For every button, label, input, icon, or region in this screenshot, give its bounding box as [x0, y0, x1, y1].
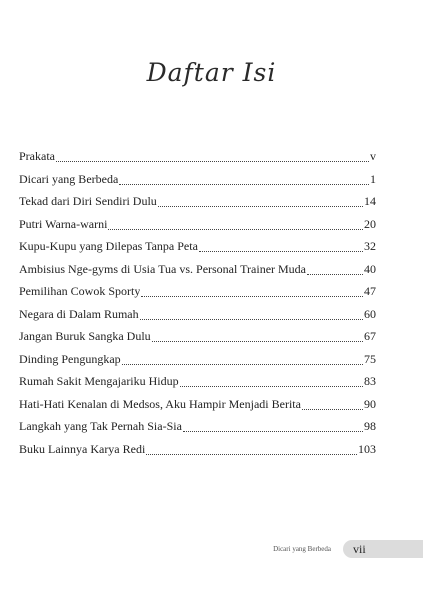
page-number: vii	[353, 542, 366, 556]
toc-entry-title: Kupu-Kupu yang Dilepas Tanpa Peta	[19, 239, 198, 253]
toc-entry-title: Tekad dari Diri Sendiri Dulu	[19, 194, 157, 208]
running-footer-title: Dicari yang Berbeda	[273, 545, 331, 553]
toc-entry-title: Hati-Hati Kenalan di Medsos, Aku Hampir Menjadi Berita	[19, 396, 301, 411]
toc-entry-title: Langkah yang Tak Pernah Sia-Sia	[19, 419, 182, 433]
toc-entry-title: Dicari yang Berbeda	[19, 171, 119, 186]
toc-entry-page: 98	[364, 419, 376, 433]
toc-entry-page: 83	[364, 374, 376, 388]
toc-dot-leader	[56, 160, 369, 162]
toc-entry	[19, 258, 376, 281]
toc-entry-title: Negara di Dalam Rumah	[19, 306, 139, 321]
toc-entry-title: Prakata	[19, 149, 55, 163]
toc-entry-title: Rumah Sakit Mengajariku Hidup	[19, 374, 179, 388]
toc-dot-leader	[307, 273, 363, 275]
toc-entry-page: v	[370, 149, 376, 163]
toc-entry-page: 47	[364, 284, 376, 298]
toc-entry-title: Pemilihan Cowok Sporty	[19, 284, 141, 298]
toc-entry	[19, 303, 376, 326]
toc-dot-leader	[140, 318, 363, 320]
toc-entry	[19, 325, 376, 348]
toc-entry-title: Buku Lainnya Karya Redi	[19, 441, 146, 456]
toc-entry-title: Jangan Buruk Sangka Dulu	[19, 329, 151, 343]
toc-dot-leader	[183, 430, 363, 432]
toc-dot-leader	[199, 250, 363, 252]
toc-entry	[19, 213, 376, 236]
toc-dot-leader	[119, 183, 369, 185]
toc-entry	[19, 438, 376, 461]
toc-entry-page: 40	[364, 261, 376, 276]
table-of-contents	[19, 145, 376, 460]
toc-entry-page: 75	[364, 351, 376, 366]
toc-entry	[19, 280, 376, 303]
toc-entry-page: 103	[358, 441, 376, 456]
toc-entry-page: 32	[364, 239, 376, 253]
toc-entry-page: 20	[364, 216, 376, 231]
toc-entry-page: 60	[364, 306, 376, 321]
toc-entry-title: Dinding Pengungkap	[19, 351, 121, 366]
toc-dot-leader	[146, 453, 357, 455]
toc-entry-page: 67	[364, 329, 376, 343]
toc-entry-title: Putri Warna-warni	[19, 216, 108, 231]
toc-dot-leader	[302, 408, 363, 410]
toc-dot-leader	[180, 385, 363, 387]
toc-dot-leader	[108, 228, 363, 230]
toc-entry	[19, 393, 376, 416]
toc-entry	[19, 168, 376, 191]
toc-entry-page: 90	[364, 396, 376, 411]
toc-entry	[19, 415, 376, 438]
page-footer	[0, 538, 423, 560]
toc-entry	[19, 235, 376, 258]
toc-entry	[19, 370, 376, 393]
toc-entry-page: 1	[370, 171, 376, 186]
toc-entry	[19, 145, 376, 168]
toc-entry-page: 14	[364, 194, 376, 208]
toc-entry	[19, 190, 376, 213]
toc-dot-leader	[141, 295, 363, 297]
toc-entry	[19, 348, 376, 371]
toc-dot-leader	[152, 340, 363, 342]
toc-dot-leader	[158, 205, 363, 207]
toc-dot-leader	[122, 363, 363, 365]
page-title: Daftar Isi	[146, 58, 277, 87]
toc-entry-title: Ambisius Nge-gyms di Usia Tua vs. Personal Trainer Muda	[19, 261, 307, 276]
